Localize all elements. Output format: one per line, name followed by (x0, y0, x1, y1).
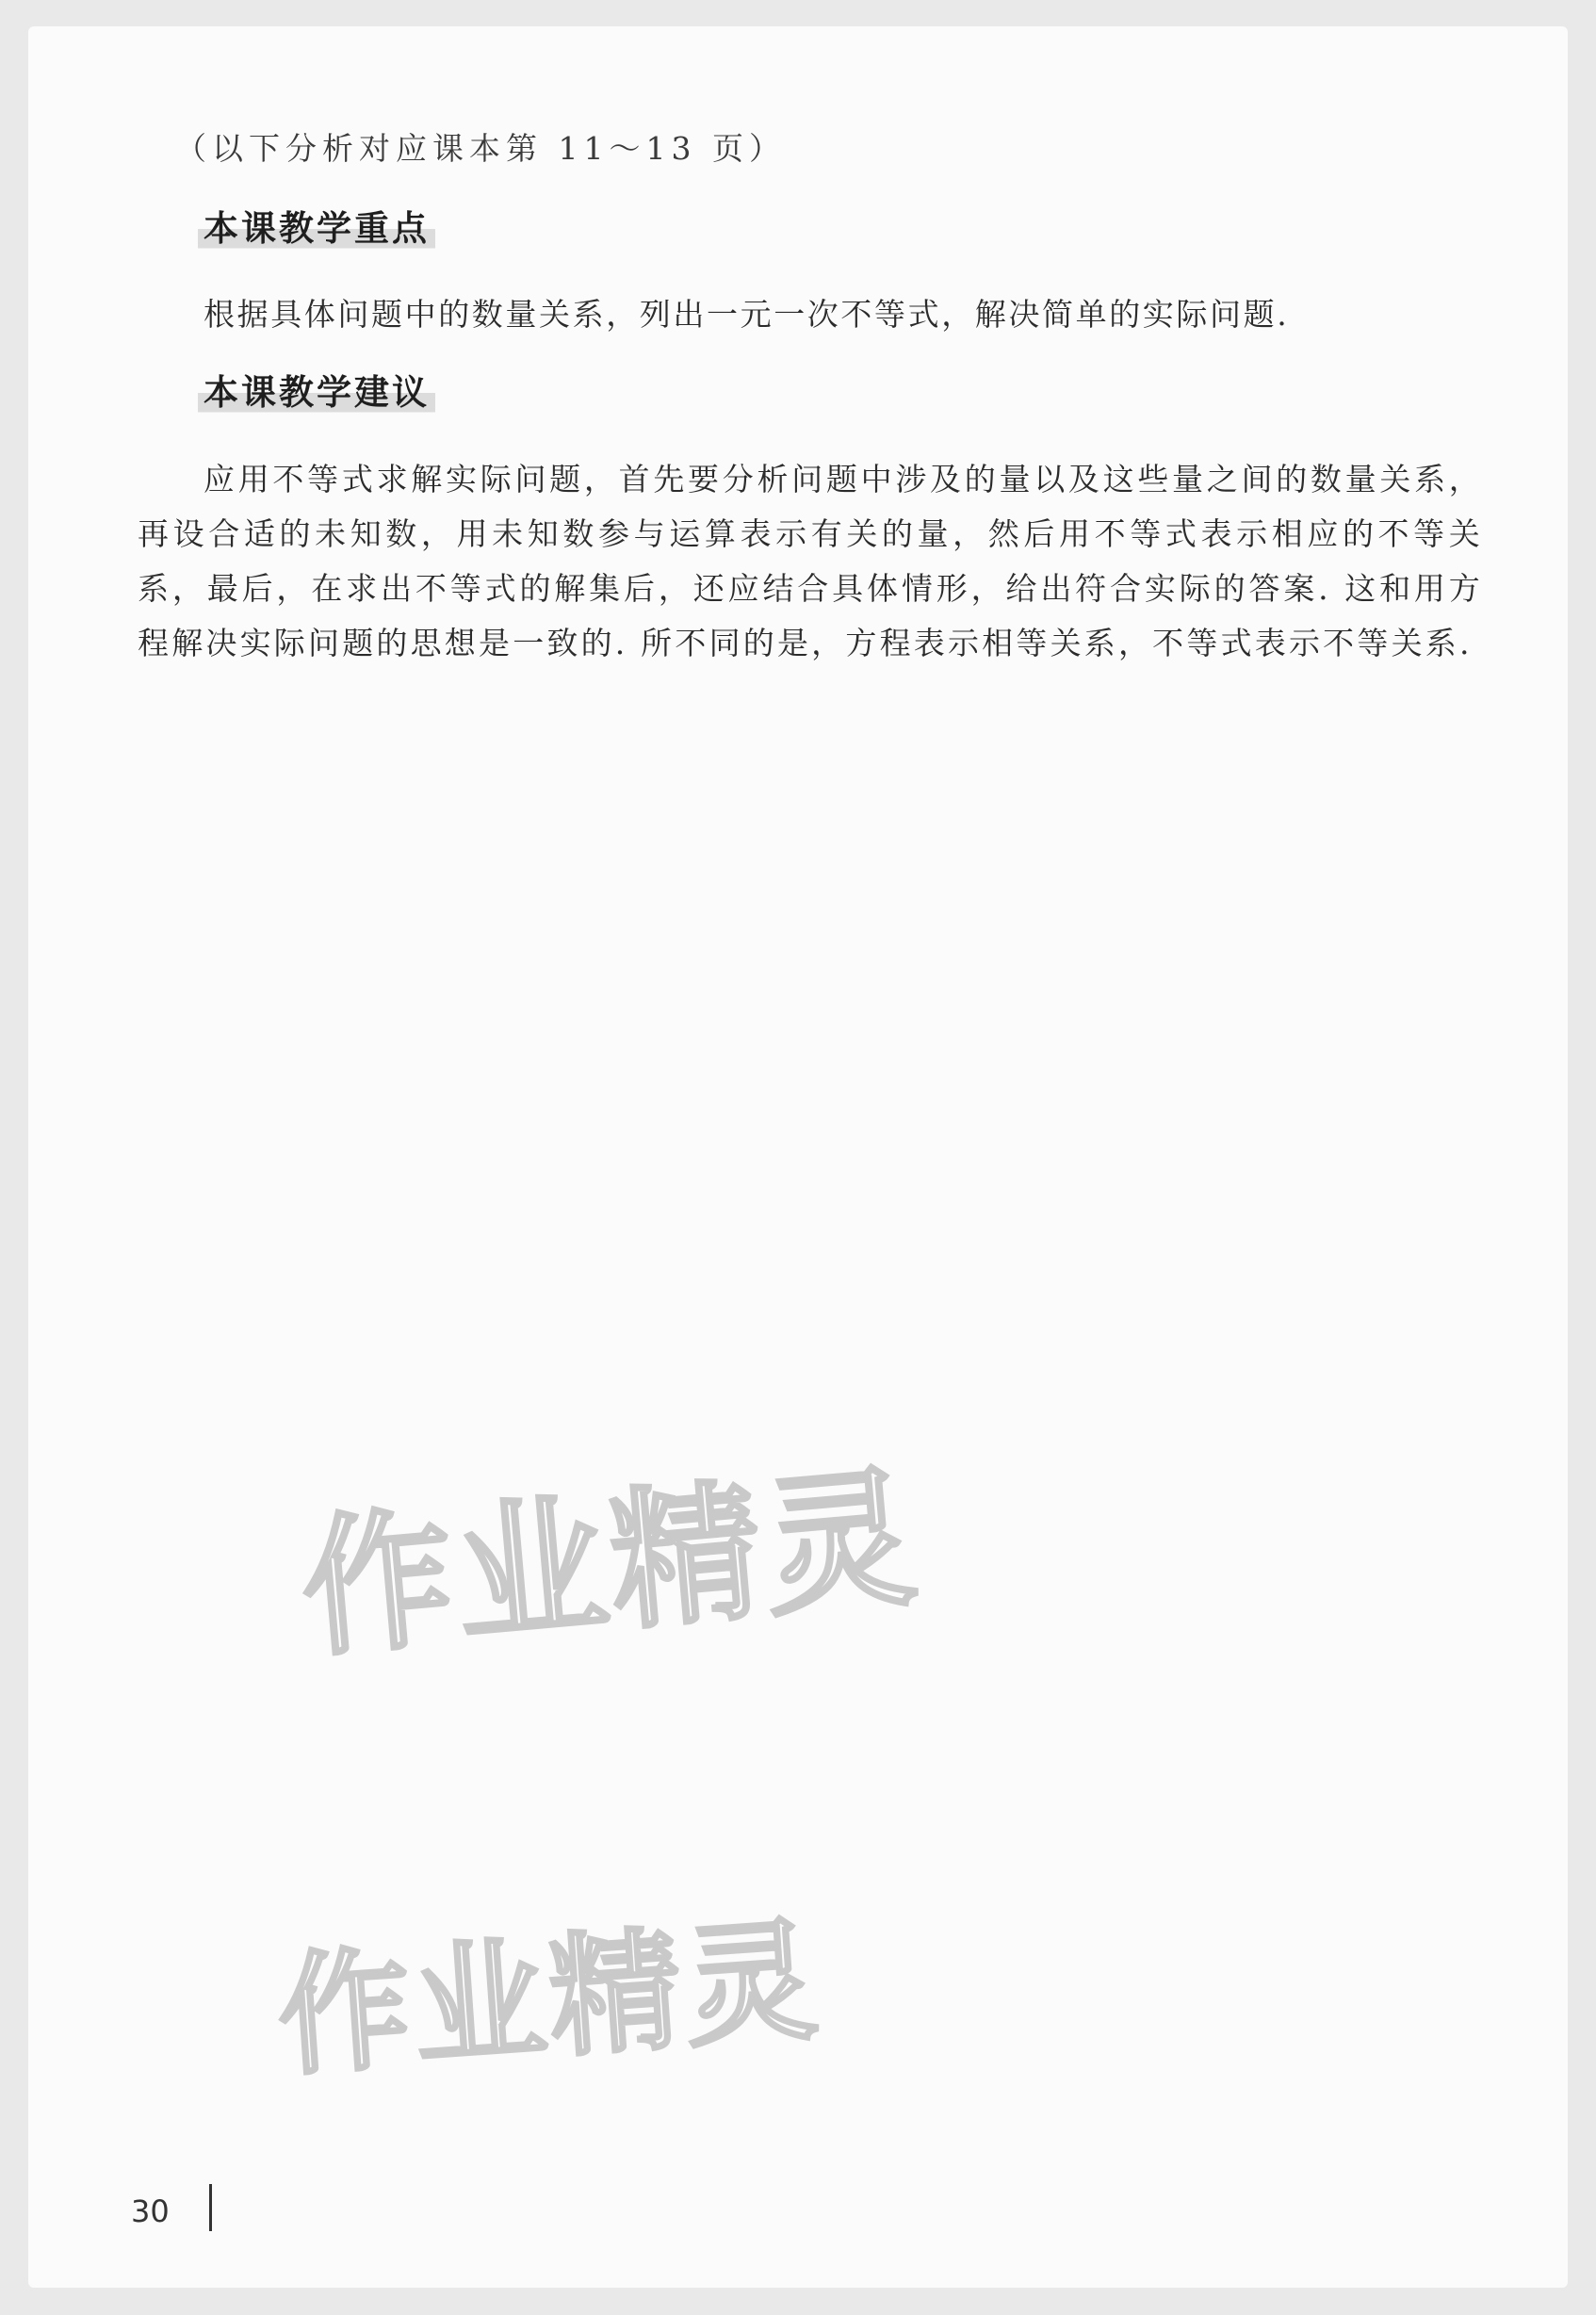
watermark-logo: 作业精灵 (295, 1448, 926, 1679)
teaching-focus-heading: 本课教学重点 (198, 200, 435, 253)
watermark-logo-secondary: 作业精灵 (273, 1903, 826, 2095)
teaching-suggestion-heading: 本课教学建议 (198, 364, 435, 416)
textbook-reference-note: （以下分析对应课本第 11～13 页） (175, 130, 786, 167)
page-number: 30 (131, 2193, 170, 2229)
teaching-focus-text: 根据具体问题中的数量关系，列出一元一次不等式，解决简单的实际问题. (204, 296, 1290, 333)
teaching-suggestion-text: 应用不等式求解实际问题，首先要分析问题中涉及的量以及这些量之间的数量关系，再设合适的未知数，用未知数参与运算表示有关的量，然后用不等式表示相应的不等关系，最后，在求出不等式的解集后，还应结合具体情形，给出符合实际的答案. 这和用方程解决实际问题的思想是一致的. 所不同的是，方程表示相等关系，不等式表示不等关系. (138, 461, 1483, 661)
page-number-divider (209, 2184, 212, 2231)
